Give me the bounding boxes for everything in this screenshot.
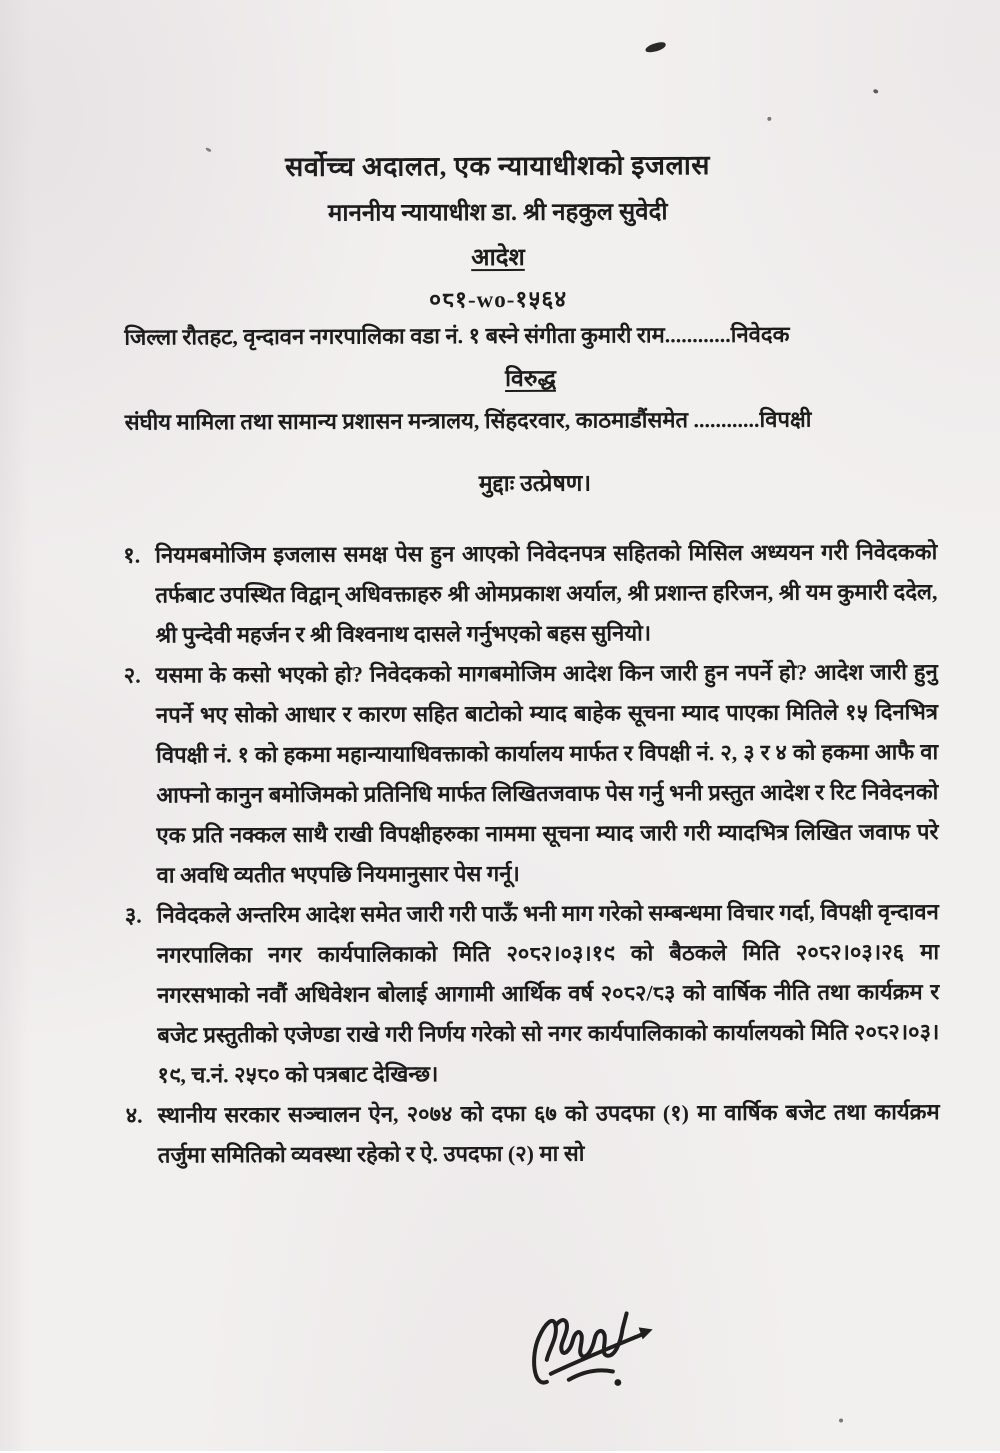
paragraph-number: २. bbox=[123, 662, 141, 688]
paragraph-text: निवेदकले अन्तरिम आदेश समेत जारी गरी पाऊँ भनी माग गरेको सम्बन्धमा विचार गर्दा, विपक्षी वृन्दावन नगरपालिका नगर कार्यपालिकाको मिति २०८२।०३।१९ को बैठकले मिति २०८२।०३।२६ मा नगरसभाको नवौं अधिवेशन बोलाई आगामी आर्थिक वर्ष २०८२/८३ को वार्षिक नीति तथा कार्यक्रम र बजेट प्रस्तुतीको एजेण्डा राखे गरी निर्णय गरेको सो नगर कार्यपालिकाको कार्यालयको मिति २०८२।०३।१९, च.नं. २५८० को पत्रबाट देखिन्छ। bbox=[156, 899, 940, 1088]
paragraph-number: ३. bbox=[124, 902, 142, 928]
order-paragraph-4 bbox=[126, 1092, 940, 1176]
document-header bbox=[0, 144, 998, 316]
case-number: ०८१-wo-१५६४ bbox=[429, 286, 568, 313]
order-paragraphs bbox=[123, 532, 940, 1176]
order-title: आदेश bbox=[471, 244, 525, 272]
order-paragraph-2 bbox=[124, 652, 939, 896]
scan-speck bbox=[839, 1419, 843, 1423]
judge-name-line: माननीय न्यायाधीश डा. श्री नहकुल सुवेदी bbox=[327, 199, 668, 227]
handwritten-signature-icon bbox=[522, 1285, 673, 1406]
ink-smudge-mark bbox=[644, 41, 666, 54]
paragraph-number: १. bbox=[123, 542, 141, 568]
respondent-line: संघीय मामिला तथा सामान्य प्रशासन मन्त्रालय, सिंहदरवार, काठमाडौंसमेत ............विपक्षी bbox=[124, 406, 812, 435]
paragraph-text: स्थानीय सरकार सञ्चालन ऐन, २०७४ को दफा ६७ को उपदफा (१) मा वार्षिक बजेट तथा कार्यक्रम तर्जुमा समितिको व्यवस्था रहेको र ऐ. उपदफा (२) मा सो bbox=[157, 1099, 940, 1168]
versus-wrap bbox=[124, 359, 936, 395]
case-subject-line: मुद्दाः उत्प्रेषण। bbox=[478, 470, 592, 497]
paragraph-text: यसमा के कसो भएको हो? निवेदकको मागबमोजिम आदेश किन जारी हुन नपर्ने हो? आदेश जारी हुनु नपर्ने भए सोको आधार र कारण सहित बाटोको म्याद बाहेक सूचना म्याद पाएका मितिले १५ दिनभित्र विपक्षी नं. १ को हकमा महान्यायाधिवक्ताको कार्यालय मार्फत र विपक्षी नं. २, ३ र ४ को हकमा आफै वा आफ्नो कानुन बमोजिमको प्रतिनिधि मार्फत लिखितजवाफ पेस गर्नु भनी प्रस्तुत आदेश र रिट निवेदनको एक प्रति नक्कल साथै राखी विपक्षीहरुका नाममा सूचना म्याद जारी गरी म्यादभित्र लिखित जवाफ परे वा अवधि व्यतीत भएपछि नियमानुसार पेस गर्नू। bbox=[155, 659, 939, 888]
petitioner-line: जिल्ला रौतहट, वृन्दावन नगरपालिका वडा नं. १ बस्ने संगीता कुमारी राम............निवेदक bbox=[124, 321, 790, 350]
order-paragraph-1 bbox=[123, 532, 938, 656]
paragraph-number: ४. bbox=[125, 1102, 143, 1128]
order-paragraph-3 bbox=[125, 892, 940, 1096]
paragraph-text: नियमबमोजिम इजलास समक्ष पेस हुन आएको निवेदनपत्र सहितको मिसिल अध्ययन गरी निवेदकको तर्फबाट उपस्थित विद्वान् अधिवक्ताहरु श्री ओमप्रकाश अर्याल, श्री प्रशान्त हरिजन, श्री यम कुमारी ददेल, श्री पुन्देवी महर्जन र श्री विश्वनाथ दासले गर्नुभएको बहस सुनियो। bbox=[155, 539, 938, 648]
scan-speck bbox=[873, 89, 879, 94]
versus-label: विरुद्ध bbox=[504, 365, 556, 391]
court-name-line: सर्वोच्च अदालत, एक न्यायाधीशको इजलास bbox=[285, 150, 711, 182]
parties-section bbox=[124, 318, 936, 437]
scan-speck bbox=[767, 117, 771, 121]
